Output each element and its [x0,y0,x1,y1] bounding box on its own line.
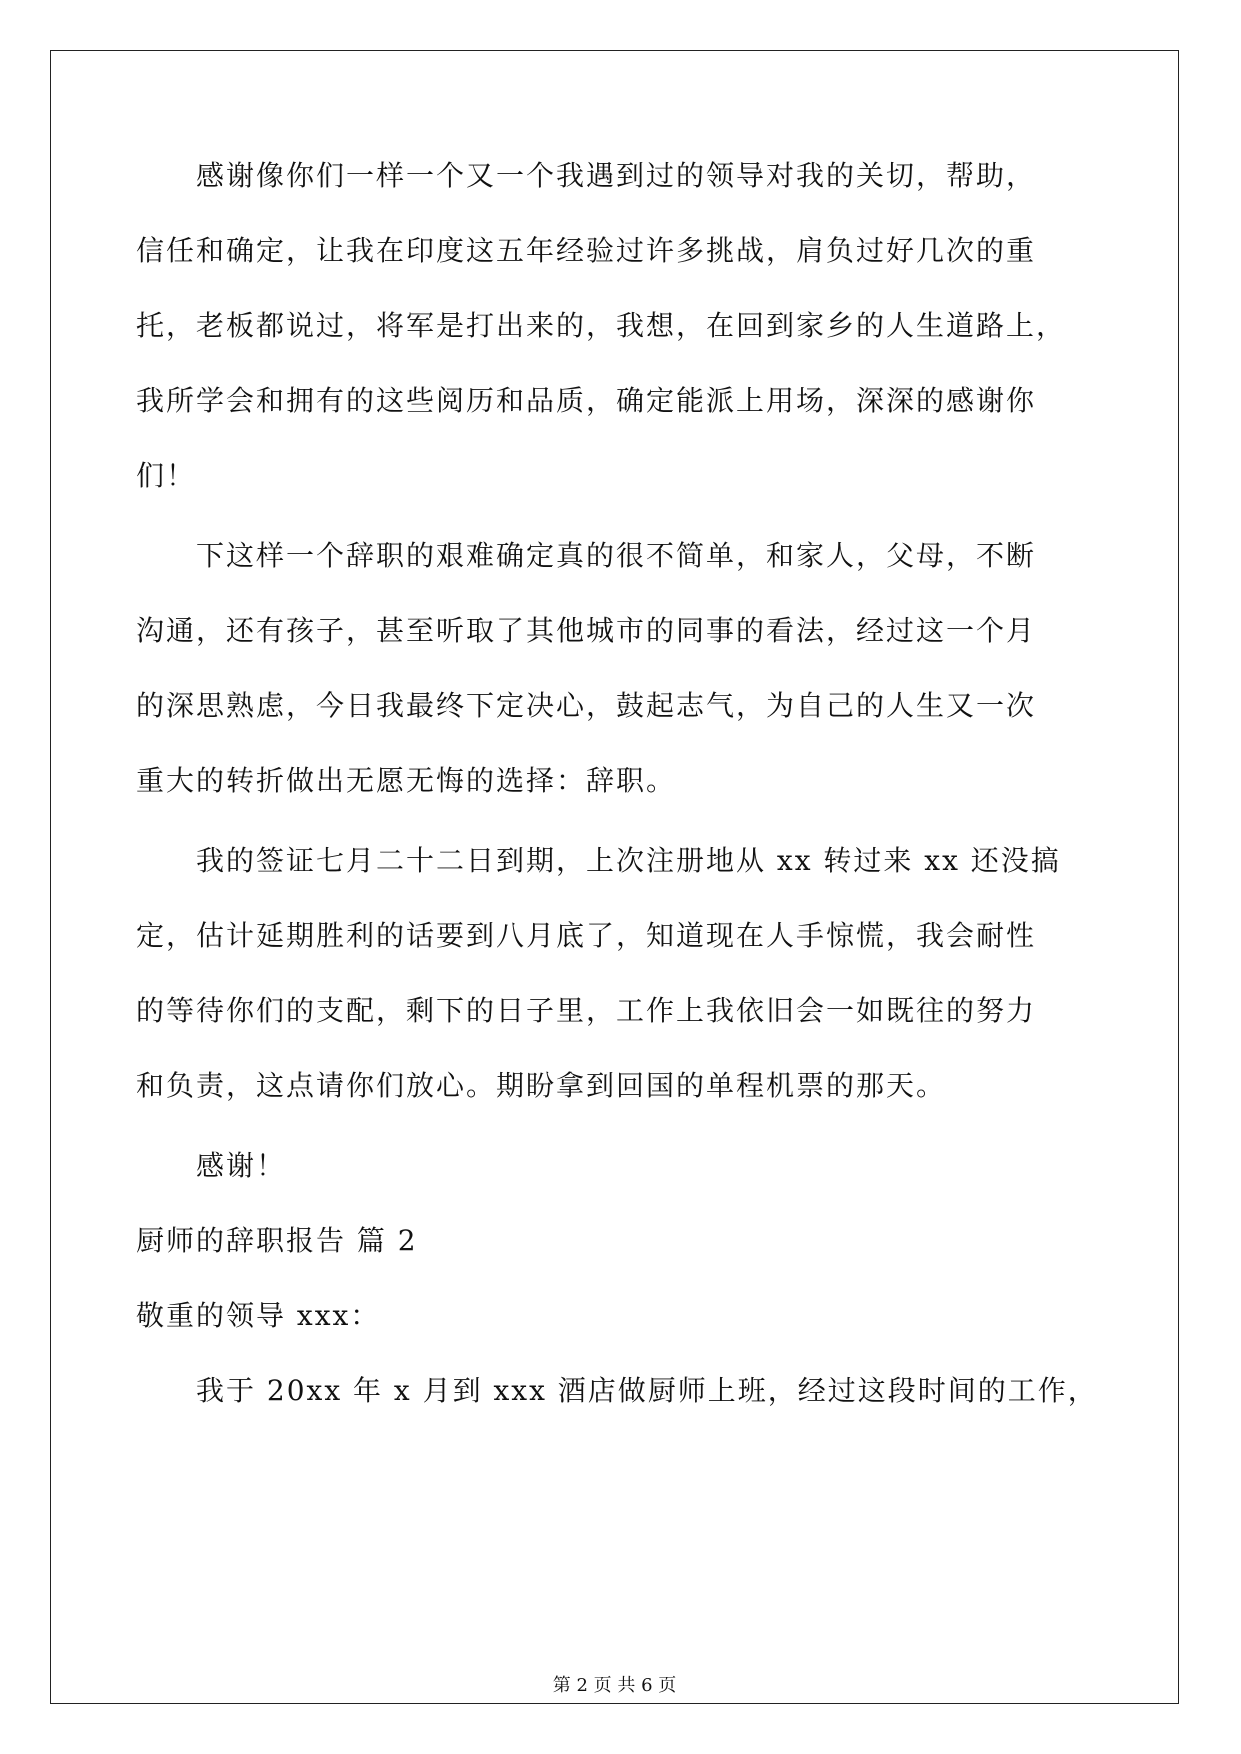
text-line: 我于 20xx 年 x 月到 xxx 酒店做厨师上班，经过这段时间的工作， [196,1374,1098,1407]
text-line: 重大的转折做出无愿无悔的选择：辞职。 [136,764,677,797]
text-line: 托，老板都说过，将军是打出来的，我想，在回到家乡的人生道路上， [136,309,1067,342]
text-line: 定，估计延期胜利的话要到八月底了，知道现在人手惊慌，我会耐性 [136,919,1037,952]
text-line: 我所学会和拥有的这些阅历和品质，确定能派上用场，深深的感谢你 [136,384,1037,417]
document-body [51,51,1178,1703]
text-line: 沟通，还有孩子，甚至听取了其他城市的同事的看法，经过这一个月 [136,614,1037,647]
text-line: 我的签证七月二十二日到期，上次注册地从 xx 转过来 xx 还没搞 [196,844,1061,877]
section-heading: 厨师的辞职报告 篇 2 [136,1224,418,1257]
page-frame [50,50,1179,1704]
text-line: 的深思熟虑，今日我最终下定决心，鼓起志气，为自己的人生又一次 [136,689,1037,722]
text-line: 信任和确定，让我在印度这五年经验过许多挑战，肩负过好几次的重 [136,234,1037,267]
text-line: 感谢！ [196,1149,287,1182]
text-line: 的等待你们的支配，剩下的日子里，工作上我依旧会一如既往的努力 [136,994,1037,1027]
text-line: 和负责，这点请你们放心。期盼拿到回国的单程机票的那天。 [136,1069,947,1102]
page-footer: 第 2 页 共 6 页 [552,1675,677,1696]
text-line: 感谢像你们一样一个又一个我遇到过的领导对我的关切，帮助， [196,159,1037,192]
text-line: 下这样一个辞职的艰难确定真的很不简单，和家人，父母，不断 [196,539,1037,572]
text-line: 们！ [136,459,197,492]
salutation: 敬重的领导 xxx： [136,1299,381,1332]
